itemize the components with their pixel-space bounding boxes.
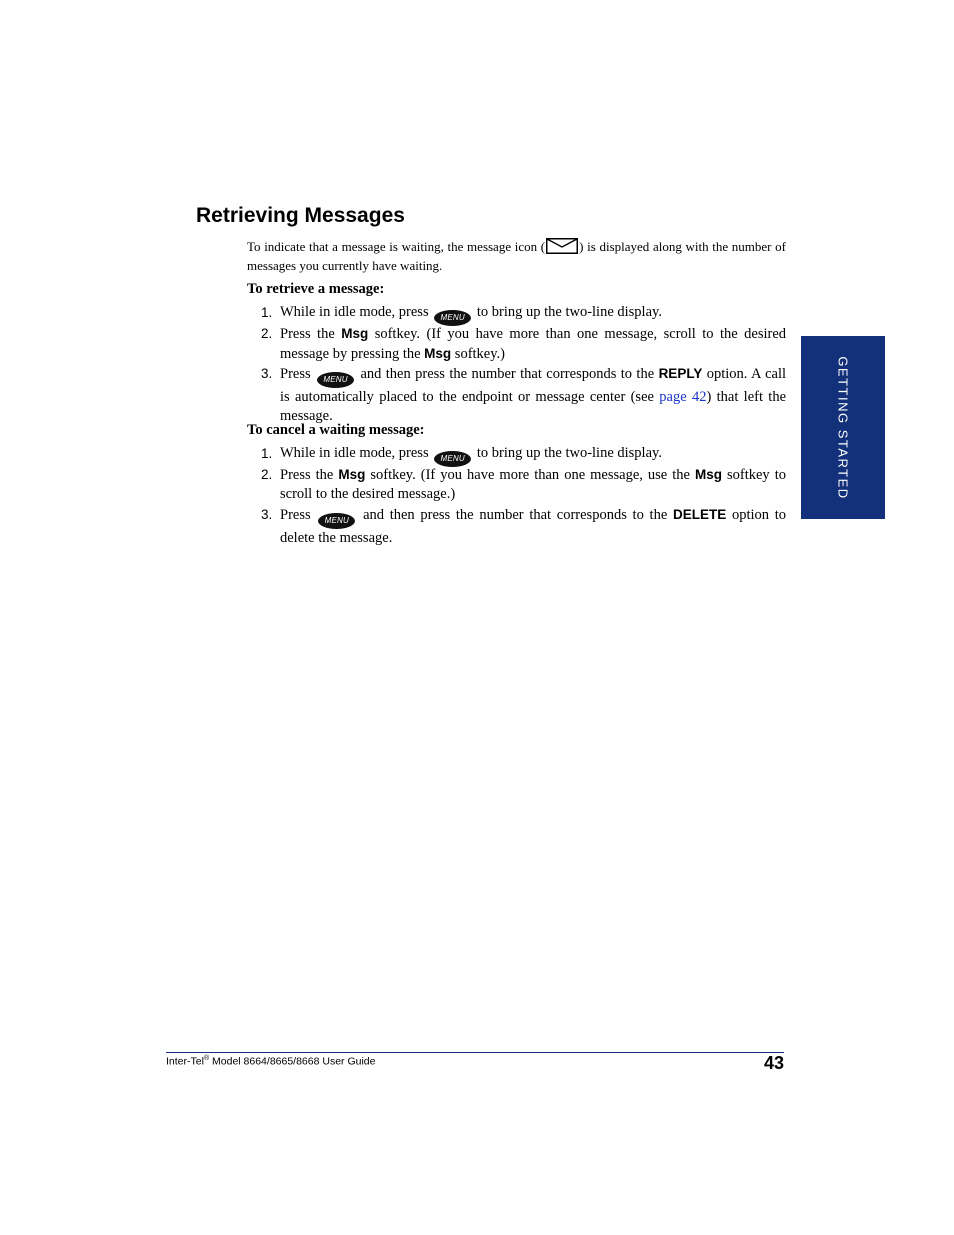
intro-paragraph: To indicate that a message is waiting, the message icon ( ) is displayed along with the number of messages you currently have waiting. [247, 239, 786, 273]
retrieve-step-1: 1. While in idle mode, press MENU to bring up the two-line display. [247, 303, 786, 326]
cancel-step-2: 2. Press the Msg softkey. (If you have more than one message, use the Msg softkey to scroll to the desired message.) [261, 467, 786, 502]
msg-softkey-label: Msg [341, 326, 369, 341]
cancel-step-1: 1. While in idle mode, press MENU to bring up the two-line display. [247, 444, 786, 467]
retrieve-step-2: 2. Press the Msg softkey. (If you have more than one message, scroll to the desired message by pressing the Msg softkey.) [261, 326, 787, 362]
cancel-subheading: To cancel a waiting message: [247, 422, 425, 438]
menu-button-icon: MENU [317, 372, 354, 388]
envelope-icon [546, 238, 578, 254]
section-side-tab [801, 336, 885, 519]
footer-rule [166, 1052, 784, 1053]
footer-guide-title: Inter-Tel® Model 8664/8665/8668 User Guide [166, 1055, 376, 1068]
page-number: 43 [763, 1053, 784, 1073]
page-heading: Retrieving Messages [196, 204, 405, 227]
msg-softkey-label: Msg [338, 467, 366, 482]
delete-option-label: DELETE [672, 507, 727, 522]
msg-softkey-label: Msg [424, 346, 452, 361]
reply-option-label: REPLY [658, 366, 703, 381]
msg-softkey-label: Msg [694, 467, 722, 482]
retrieve-step-3: 3. Press MENU and then press the number that corresponds to the REPLY option. A call is automatically placed to the endpoint or message center (see page 42) that left the message. [261, 366, 787, 424]
cancel-step-3: 3. Press MENU and then press the number that corresponds to the DELETE option to delete the message. [261, 507, 787, 546]
side-tab-label: GETTING STARTED [835, 355, 851, 500]
menu-button-icon: MENU [318, 513, 355, 529]
menu-button-icon: MENU [434, 310, 471, 326]
page-42-link[interactable]: page 42 [659, 389, 707, 405]
retrieve-subheading: To retrieve a message: [247, 281, 385, 297]
menu-button-icon: MENU [434, 451, 471, 467]
